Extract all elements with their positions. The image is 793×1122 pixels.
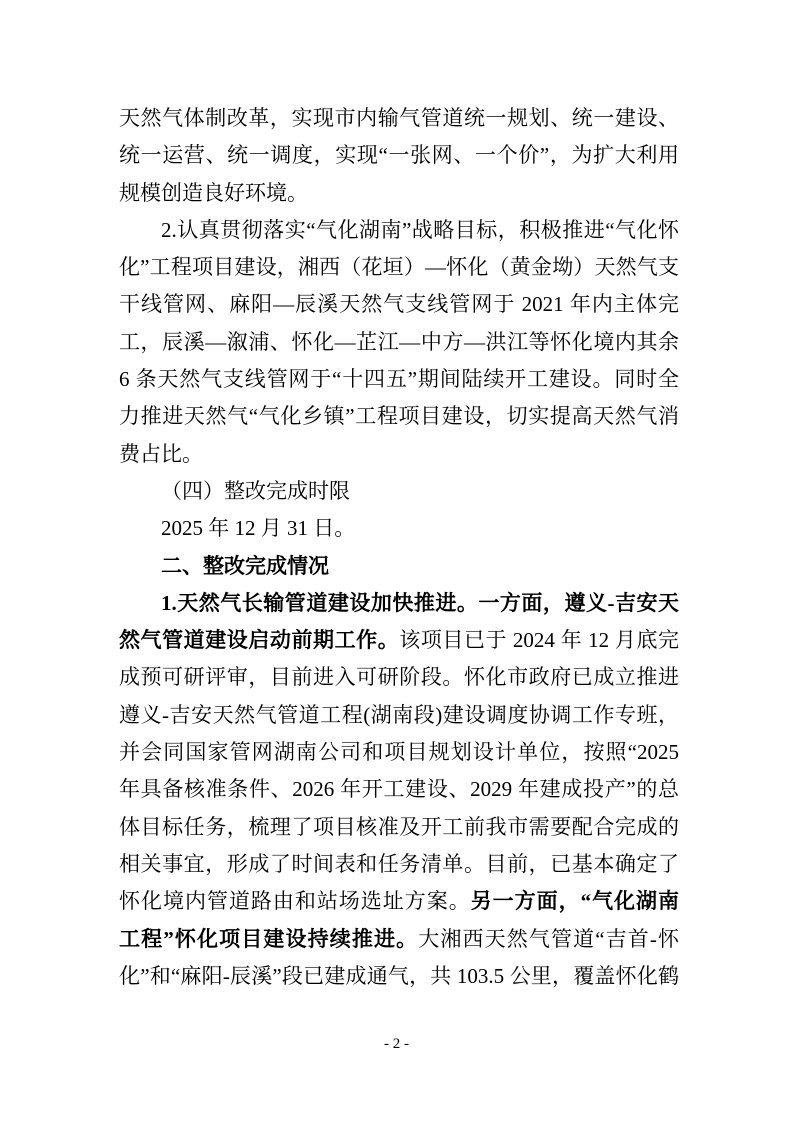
text-line <box>119 100 679 137</box>
text-segment-bold: 工程”怀化项目建设持续推进。 <box>119 926 419 951</box>
text-segment: 工，辰溪—溆浦、怀化—芷江—中方—洪江等怀化境内其余 <box>119 329 679 354</box>
page-footer <box>0 1034 793 1054</box>
text-line <box>119 921 679 958</box>
para-rectification-deadline-date <box>119 510 679 547</box>
text-segment: 相关事宜，形成了时间表和任务清单。目前，已基本确定了 <box>119 851 679 876</box>
text-line <box>119 249 679 286</box>
text-segment: 化”和“麻阳-辰溪”段已建成通气，共 103.5 公里，覆盖怀化鹤 <box>119 963 679 988</box>
text-segment: 6 条天然气支线管网于“十四五”期间陆续开工建设。同时全 <box>119 367 679 392</box>
text-segment: 费占比。 <box>119 441 203 466</box>
text-line <box>119 436 679 473</box>
text-segment: 成预可研评审，目前进入可研阶段。怀化市政府已成立推进 <box>119 665 679 690</box>
text-segment: 2.认真贯彻落实“气化湖南”战略目标，积极推进“气化怀 <box>161 217 679 242</box>
text-segment: 力推进天然气“气化乡镇”工程项目建设，切实提高天然气消 <box>119 404 679 429</box>
para-gas-system-reform-continuation <box>119 100 679 212</box>
text-line <box>119 286 679 323</box>
text-segment: 大湘西天然气管道“吉首-怀 <box>418 926 679 951</box>
text-segment-bold: 然气管道建设启动前期工作。 <box>119 628 400 653</box>
text-line <box>119 958 679 995</box>
text-segment: 体目标任务，梳理了项目核准及开工前我市需要配合完成的 <box>119 814 679 839</box>
text-line <box>119 883 679 920</box>
text-line <box>119 734 679 771</box>
text-segment: 年具备核准条件、2026 年开工建设、2029 年建成投产”的总 <box>119 777 679 802</box>
text-segment: 干线管网、麻阳—辰溪天然气支线管网于 2021 年内主体完 <box>119 292 679 317</box>
page-number: - 2 - <box>384 1036 409 1052</box>
text-line <box>119 361 679 398</box>
text-segment: 天然气体制改革，实现市内输气管道统一规划、统一建设、 <box>119 106 679 130</box>
text-segment: 规模创造良好环境。 <box>119 180 308 205</box>
text-line <box>119 622 679 659</box>
text-segment: （四）整改完成时限 <box>161 478 350 503</box>
text-segment-bold: 另一方面，“气化湖南 <box>470 889 679 914</box>
text-line <box>119 585 679 622</box>
text-line <box>119 659 679 696</box>
text-segment: 怀化境内管道路由和站场选址方案。 <box>119 889 471 914</box>
text-line <box>119 212 679 249</box>
para-section-two-heading <box>119 548 679 585</box>
text-line <box>119 510 679 547</box>
text-segment: 统一运营、统一调度，实现“一张网、一个价”，为扩大利用 <box>119 143 679 168</box>
text-line <box>119 324 679 361</box>
text-segment: 二、整改完成情况 <box>161 554 329 578</box>
text-segment: 遵义-吉安天然气管道工程(湖南段)建设调度协调工作专班， <box>119 702 679 727</box>
para-rectification-deadline-title <box>119 473 679 510</box>
text-line <box>119 137 679 174</box>
text-line <box>119 398 679 435</box>
text-segment-bold: 1.天然气长输管道建设加快推进。一方面，遵义-吉安天 <box>161 590 679 615</box>
text-line <box>119 548 679 585</box>
text-segment: 化”工程项目建设，湘西（花垣）—怀化（黄金坳）天然气支 <box>119 255 679 280</box>
para-pipeline-progress <box>119 585 679 995</box>
text-line <box>119 846 679 883</box>
text-segment: 并会同国家管网湖南公司和项目规划设计单位，按照“2025 <box>119 740 679 765</box>
text-line <box>119 809 679 846</box>
document-body <box>119 100 679 995</box>
text-line <box>119 771 679 808</box>
para-gasify-hunan-strategy <box>119 212 679 473</box>
text-segment: 2025 年 12 月 31 日。 <box>161 516 356 541</box>
text-segment: 该项目已于 2024 年 12 月底完 <box>399 628 679 653</box>
text-line <box>119 473 679 510</box>
text-line <box>119 175 679 212</box>
text-line <box>119 697 679 734</box>
